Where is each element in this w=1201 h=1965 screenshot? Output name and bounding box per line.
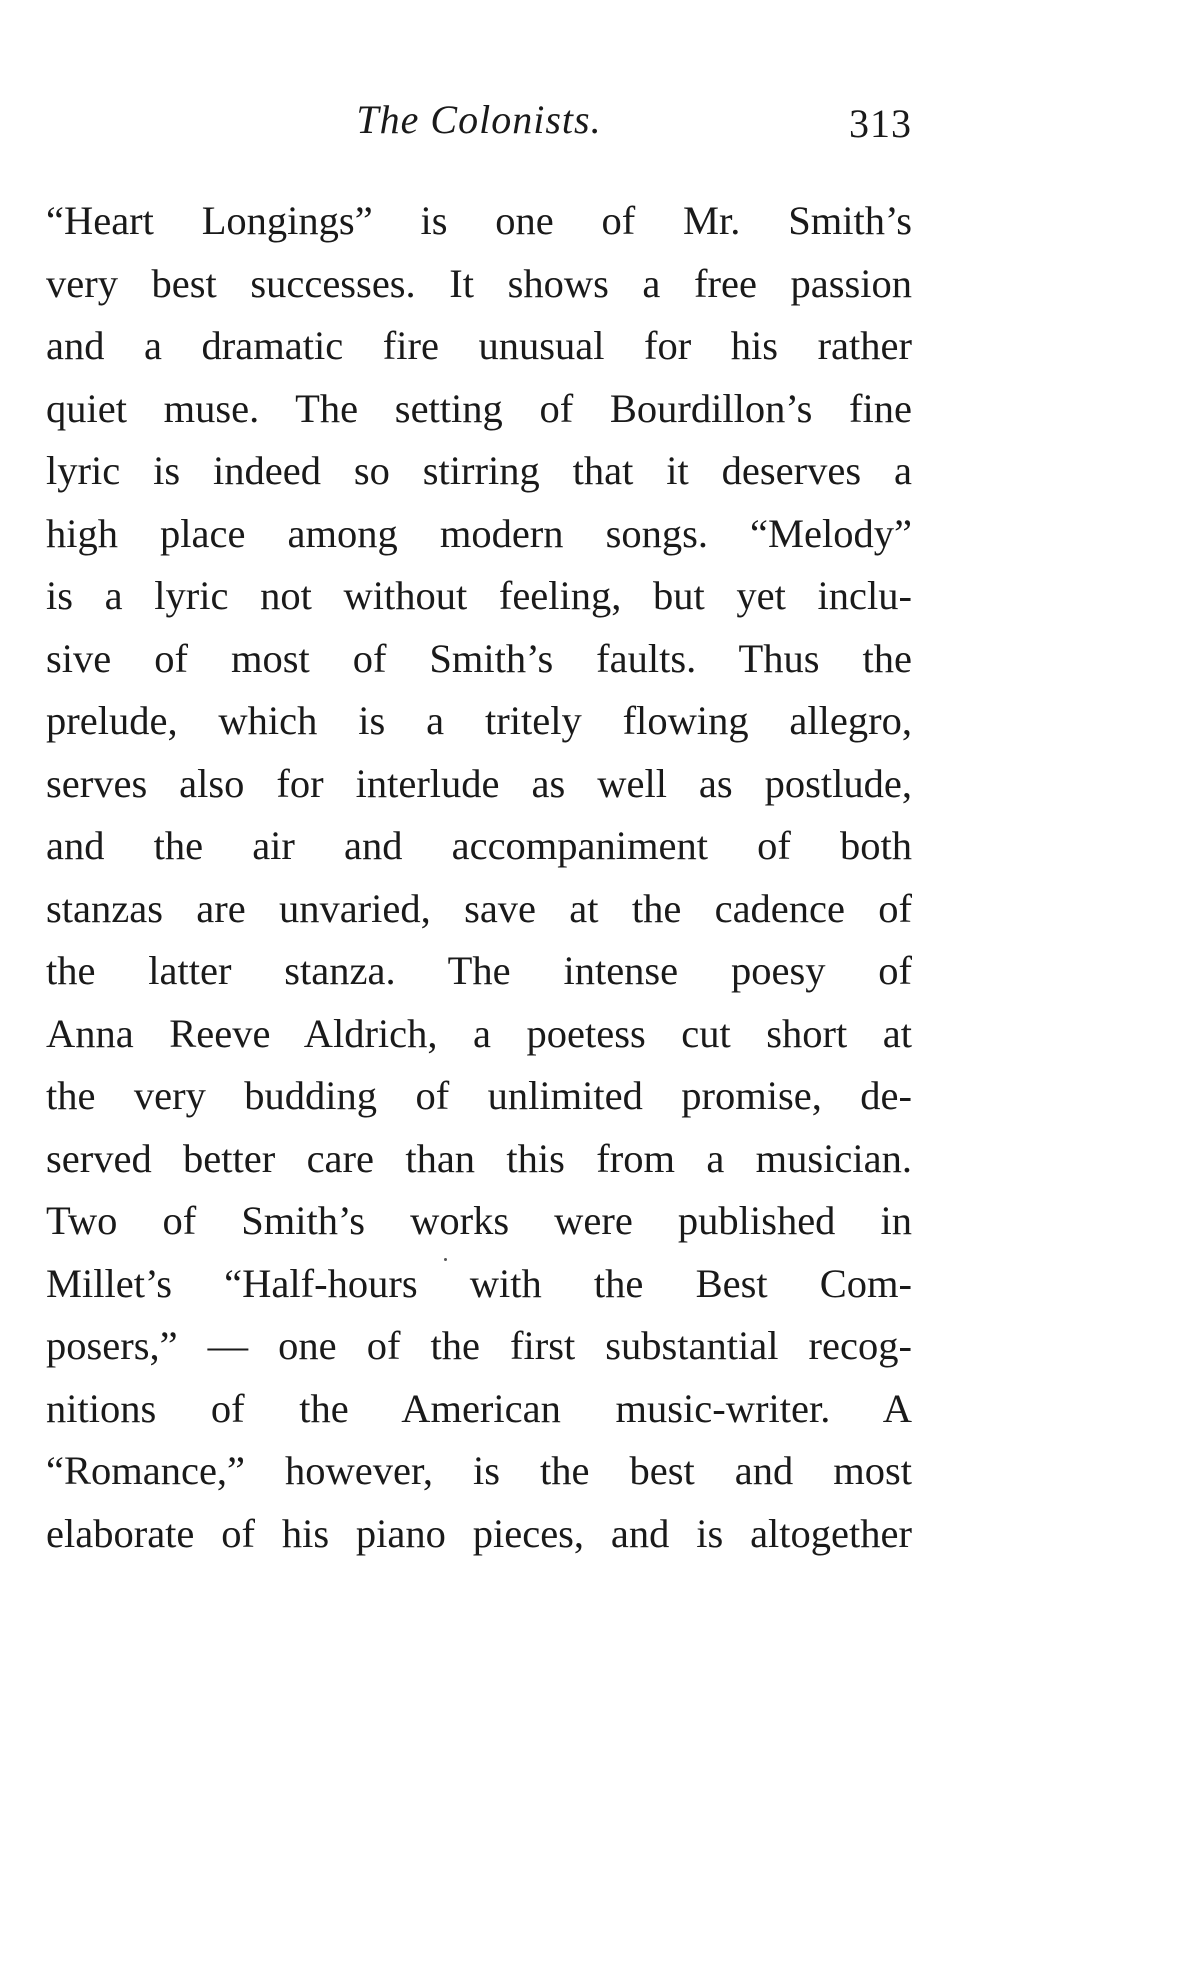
text-line: the very budding of unlimited promise, de- [46, 1073, 912, 1118]
text-line: and the air and accompaniment of both [46, 823, 912, 868]
text-line: the latter stanza. The intense poesy of [46, 948, 912, 993]
text-line: sive of most of Smith’s faults. Thus the [46, 635, 912, 681]
text-line: nitions of the American music-writer. A [46, 1385, 912, 1431]
text-line: quiet muse. The setting of Bourdillon’s fine [46, 385, 912, 431]
text-line: elaborate of his piano pieces, and is altogether [46, 1510, 912, 1556]
text-line: Millet’s “Half-hours with the Best Com- [46, 1260, 912, 1306]
text-line: served better care than this from a musician. [46, 1135, 912, 1181]
text-line: high place among modern songs. “Melody” [46, 510, 912, 556]
page-number: 313 [849, 101, 912, 146]
body-text [46, 190, 912, 1565]
text-line: and a dramatic fire unusual for his rather [46, 323, 912, 368]
text-line: “Romance,” however, is the best and most [46, 1448, 912, 1493]
running-head [46, 96, 912, 156]
text-line: “Heart Longings” is one of Mr. Smith’s [46, 198, 912, 243]
text-line: prelude, which is a tritely flowing allegro, [46, 698, 912, 743]
text-line: lyric is indeed so stirring that it deserves a [46, 448, 912, 493]
text-line: Anna Reeve Aldrich, a poetess cut short at [46, 1010, 912, 1056]
text-line: Two of Smith’s works were published in [46, 1198, 912, 1243]
text-line: very best successes. It shows a free passion [46, 260, 912, 306]
text-line: serves also for interlude as well as postlude, [46, 760, 912, 806]
running-title: The Colonists. [356, 97, 602, 142]
text-line: stanzas are unvaried, save at the cadence of [46, 885, 912, 931]
text-line: is a lyric not without feeling, but yet inclu- [46, 573, 912, 618]
text-line: posers,” — one of the first substantial recog- [46, 1323, 912, 1368]
ink-speck [444, 1258, 447, 1261]
